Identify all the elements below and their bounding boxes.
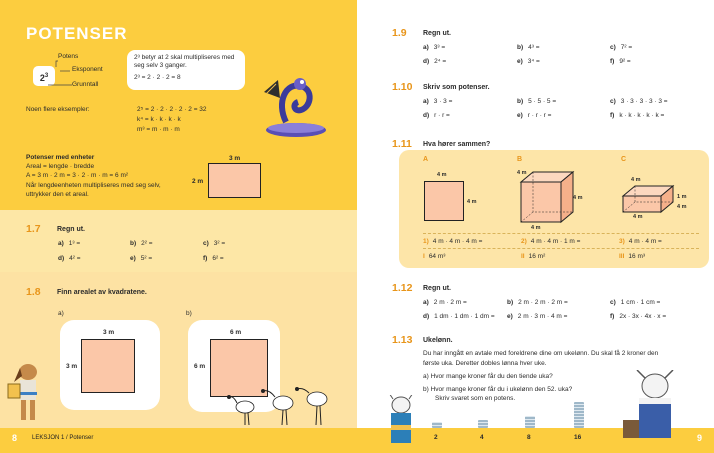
examples-label: Noen flere eksempler: <box>26 106 90 113</box>
exercise-1-13-text-1: Du har inngått en avtale med foreldrene dine om ukelønn. Du skal få 2 kroner den <box>423 350 659 357</box>
power-label-lines <box>44 55 114 95</box>
units-line-4: uttrykker den et areal. <box>26 191 89 198</box>
units-line-3: Når lengdeenheten multipliseres med seg selv, <box>26 182 161 189</box>
exercise-1-7-item[interactable]: b) 2² = <box>130 240 153 247</box>
figure-c-side-label: 1 m <box>677 194 687 200</box>
exercise-1-12-item[interactable]: c) 1 cm · 1 cm = <box>610 299 661 306</box>
matching-divider <box>423 248 699 249</box>
matching-divider <box>423 233 699 234</box>
rect-height-label: 2 m <box>192 178 204 185</box>
coin-label: 16 <box>574 434 582 441</box>
label-potens: Potens <box>58 53 79 60</box>
page-title: POTENSER <box>26 24 128 43</box>
exercise-1-12-item[interactable]: b) 2 m · 2 m · 2 m = <box>507 299 568 306</box>
example-2: k⁴ = k · k · k · k <box>137 116 181 123</box>
square-a-height-label: 3 m <box>66 363 78 370</box>
label-eksponent: Eksponent <box>72 66 103 73</box>
exercise-1-8-b-label: b) <box>186 310 192 317</box>
match-expression-3[interactable]: 3) 4 m · 4 m = <box>619 238 662 245</box>
exercise-1-10-item[interactable]: a) 3 · 3 = <box>423 98 453 105</box>
exercise-1-8-a-label: a) <box>58 310 64 317</box>
exercise-1-13-text-2: første uka. Deretter dobles lønna hver uke. <box>423 360 547 367</box>
exercise-1-10-item[interactable]: e) r · r · r = <box>517 112 552 119</box>
definition-box <box>127 50 245 90</box>
units-line-2: A = 3 m · 2 m = 3 · 2 · m · m = 6 m² <box>26 172 129 179</box>
exercise-1-8-number: 1.8 <box>26 286 41 298</box>
exercise-1-9-heading: Regn ut. <box>423 30 451 37</box>
exercise-1-8-heading: Finn arealet av kvadratene. <box>57 289 147 296</box>
column-c-heading: C <box>621 156 627 163</box>
coin-label: 2 <box>434 434 438 441</box>
dog-character-illustration <box>6 358 50 428</box>
area-rectangle <box>208 163 261 198</box>
figure-a-width-label: 4 m <box>437 172 447 178</box>
column-b-heading: B <box>517 156 523 163</box>
exercise-1-13-heading: Ukelønn. <box>423 337 453 344</box>
exercise-1-7-item[interactable]: d) 4² = <box>58 255 81 262</box>
match-expression-1[interactable]: 1) 4 m · 4 m · 4 m = <box>423 238 483 245</box>
goat-character-left-illustration <box>379 395 423 453</box>
exercise-1-11-heading: Hva hører sammen? <box>423 141 491 148</box>
figure-b-cube <box>517 170 577 225</box>
exercise-1-12-item[interactable]: a) 2 m · 2 m = <box>423 299 467 306</box>
square-a-width-label: 3 m <box>103 329 115 336</box>
match-expression-2[interactable]: 2) 4 m · 4 m · 1 m = <box>521 238 581 245</box>
exercise-1-11-number: 1.11 <box>392 138 412 150</box>
figure-c-box <box>619 184 679 216</box>
goat-character-right-illustration <box>619 370 689 453</box>
coin-stack-2 <box>432 422 442 428</box>
units-line-1: Areal = lengde · bredde <box>26 163 95 170</box>
exercise-1-7-number: 1.7 <box>26 223 41 235</box>
rect-width-label: 3 m <box>229 155 241 162</box>
exercise-1-10-number: 1.10 <box>392 81 413 93</box>
exercise-1-7-heading: Regn ut. <box>57 226 85 233</box>
square-a <box>81 339 135 393</box>
figure-a-square <box>424 181 464 221</box>
coin-label: 4 <box>480 434 484 441</box>
example-3: m³ = m · m · m <box>137 126 180 133</box>
exercise-1-9-item[interactable]: d) 2⁴ = <box>423 58 447 65</box>
coin-label: 8 <box>527 434 531 441</box>
page-number-left: 8 <box>12 433 18 443</box>
figure-c-depth-label: 4 m <box>677 204 687 210</box>
exercise-1-12-item[interactable]: e) 2 m · 3 m · 4 m = <box>507 313 568 320</box>
exercise-1-9-item[interactable]: f) 9² = <box>610 58 631 65</box>
exercise-1-10-item[interactable]: b) 5 · 5 · 5 = <box>517 98 557 105</box>
square-b-width-label: 6 m <box>230 329 242 336</box>
lesson-footer: LEKSJON 1 / Potenser <box>32 435 94 441</box>
exercise-1-9-item[interactable]: a) 3³ = <box>423 44 446 51</box>
exercise-1-7-item[interactable]: a) 1³ = <box>58 240 81 247</box>
exercise-1-9-number: 1.9 <box>392 27 407 39</box>
figure-c-bottom-label: 4 m <box>633 214 643 220</box>
exercise-1-7-item[interactable]: e) 5² = <box>130 255 153 262</box>
coin-stack-4 <box>478 420 488 428</box>
exercise-1-13-number: 1.13 <box>392 334 413 346</box>
exercise-1-10-heading: Skriv som potenser. <box>423 84 490 91</box>
definition-text: 2³ betyr at 2 skal multipliseres med seg selv 3 ganger. <box>134 54 235 70</box>
exercise-1-9-item[interactable]: e) 3⁴ = <box>517 58 540 65</box>
label-grunntall: Grunntall <box>72 81 99 88</box>
figure-b-top-label: 4 m <box>517 170 527 176</box>
exercise-1-7-item[interactable]: c) 3² = <box>203 240 226 247</box>
match-result-ii[interactable]: II 16 m² <box>521 253 546 260</box>
exercise-1-13-question-b[interactable]: b) Hvor mange kroner får du i ukelønn den 52. uka? <box>423 386 573 393</box>
units-heading: Potenser med enheter <box>26 154 95 161</box>
snail-character-illustration <box>256 72 336 142</box>
figure-a-height-label: 4 m <box>467 199 477 205</box>
exercise-1-10-item[interactable]: f) k · k · k · k · k = <box>610 112 665 119</box>
exercise-1-12-item[interactable]: f) 2x · 3x · 4x · x = <box>610 313 667 320</box>
power-example: $2^3$ <box>33 66 55 86</box>
page-number-right: 9 <box>697 433 703 443</box>
exercise-1-12-number: 1.12 <box>392 282 413 294</box>
exercise-1-7-item[interactable]: f) 6² = <box>203 255 224 262</box>
coin-stack-8 <box>525 416 535 428</box>
exercise-1-13-question-a[interactable]: a) Hvor mange kroner får du den tiende uka? <box>423 373 553 380</box>
right-page <box>357 0 714 453</box>
figure-b-bottom-label: 4 m <box>531 225 541 231</box>
square-b-height-label: 6 m <box>194 363 206 370</box>
match-result-iii[interactable]: III 16 m³ <box>619 253 646 260</box>
example-1: 2⁵ = 2 · 2 · 2 · 2 · 2 = 32 <box>137 106 207 113</box>
exercise-1-9-item[interactable]: c) 7² = <box>610 44 633 51</box>
match-result-i[interactable]: I 64 m³ <box>423 253 446 260</box>
figure-c-top-label: 4 m <box>631 177 641 183</box>
exercise-1-13-question-b-sub: Skriv svaret som en potens. <box>435 395 516 402</box>
coin-stack-16 <box>574 402 584 428</box>
exercise-1-9-item[interactable]: b) 4³ = <box>517 44 540 51</box>
definition-formula: 2³ = 2 · 2 · 2 = 8 <box>134 73 181 81</box>
exercise-1-10-item[interactable]: c) 3 · 3 · 3 · 3 · 3 = <box>610 98 668 105</box>
ibis-birds-illustration <box>225 385 335 427</box>
exercise-1-12-heading: Regn ut. <box>423 285 451 292</box>
figure-b-side-label: 4 m <box>573 195 583 201</box>
exercise-1-12-item[interactable]: d) 1 dm · 1 dm · 1 dm = <box>423 313 495 320</box>
column-a-heading: A <box>423 156 429 163</box>
exercise-1-10-item[interactable]: d) r · r = <box>423 112 450 119</box>
exercise-band-1 <box>0 210 357 272</box>
